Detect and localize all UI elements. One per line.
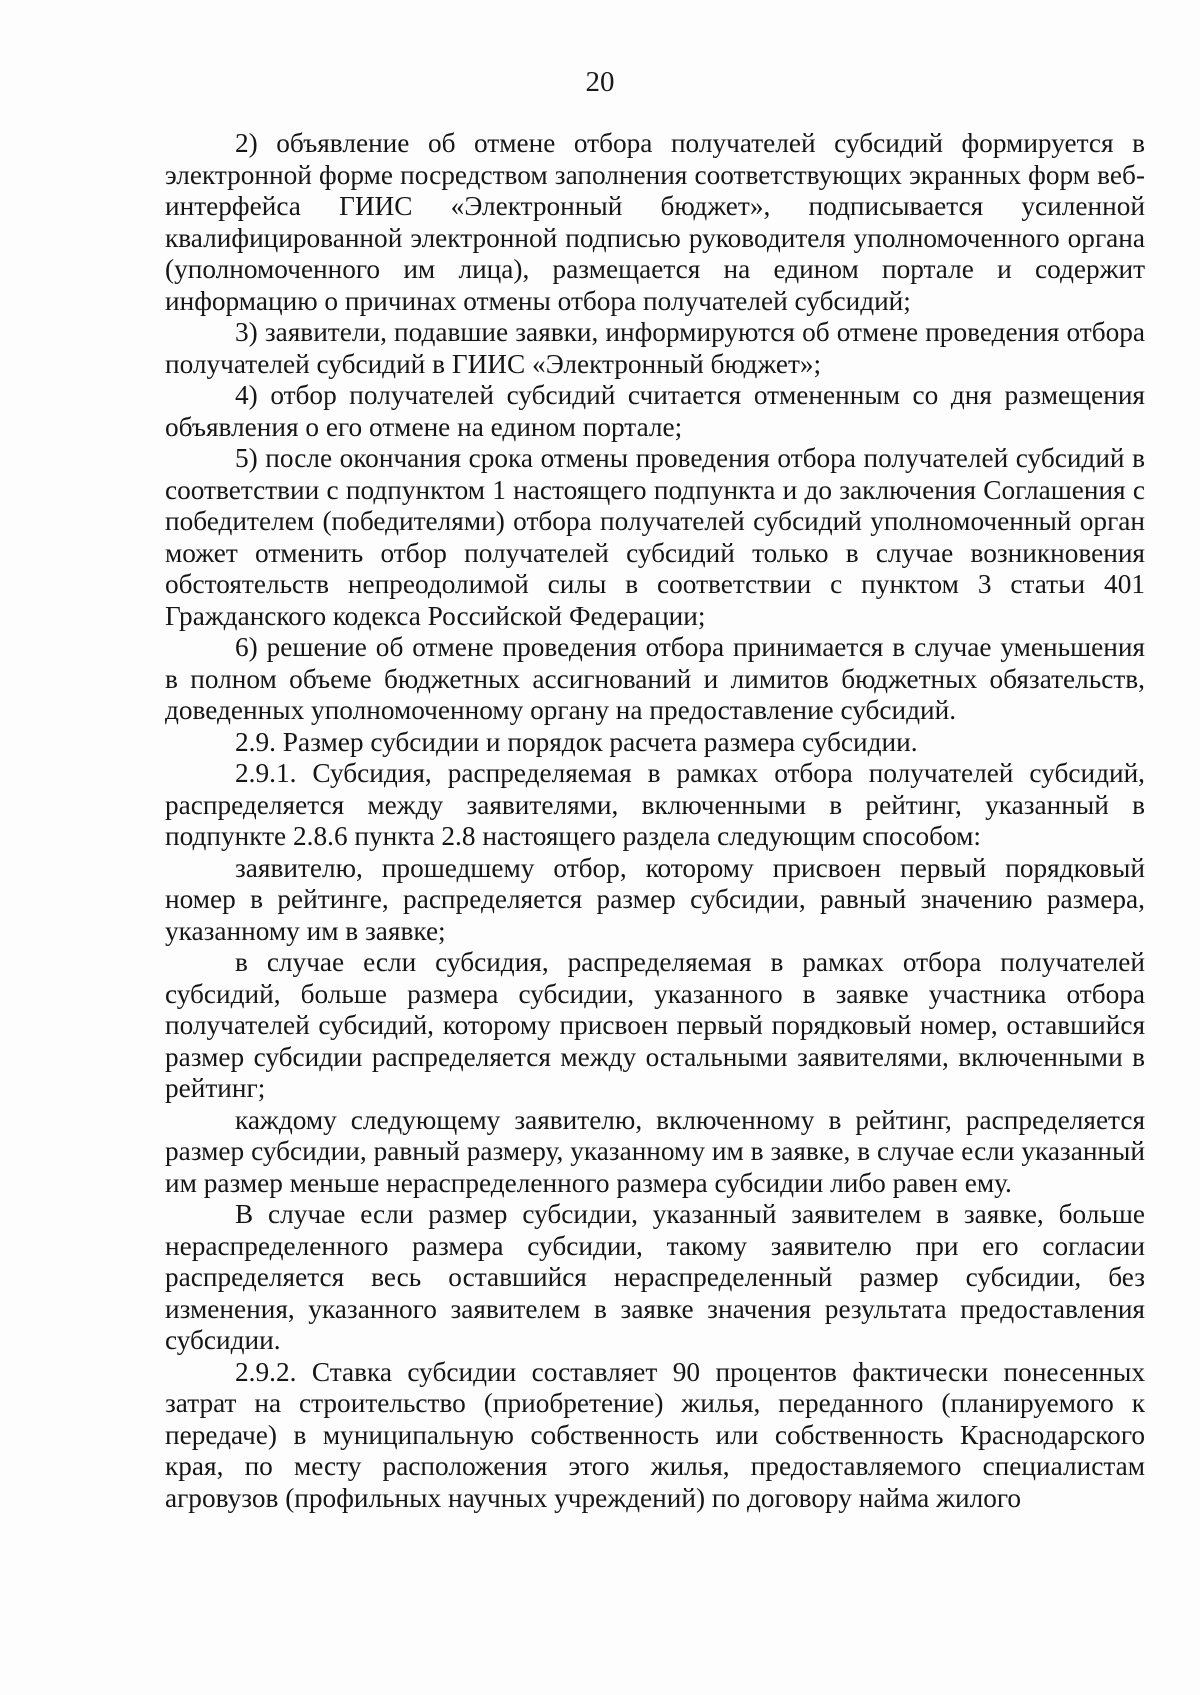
paragraph-6-cancellation-decision: 6) решение об отмене проведения отбора принимается в случае уменьшения в полном объеме бюджетных ассигнований и лимитов бюджетных обязательств, доведенных уполномоченному органу на предоставление субсидий. xyxy=(165,632,1145,725)
paragraph-3-applicants-informed: 3) заявители, подавшие заявки, информируются об отмене проведения отбора получателей субсидий в ГИИС «Электронный бюджет»; xyxy=(165,317,1145,379)
paragraph-5-force-majeure: 5) после окончания срока отмены проведения отбора получателей субсидий в соответствии с подпунктом 1 настоящего подпункта и до заключения Соглашения с победителем (победителями) отбора получателей субсидий уполномоченный орган может отменить отбор получателей субсидий только в случае возникновения обстоятельств непреодолимой силы в соответствии с пунктом 3 статьи 401 Гражданского кодекса Российской Федерации; xyxy=(165,443,1145,631)
paragraph-first-applicant: заявителю, прошедшему отбор, которому присвоен первый порядковый номер в рейтинге, распределяется размер субсидии, равный значению размера, указанному им в заявке; xyxy=(165,852,1145,946)
document-body xyxy=(165,128,1145,1514)
page-number: 20 xyxy=(585,66,615,98)
paragraph-2-9-1: 2.9.1. Субсидия, распределяемая в рамках отбора получателей субсидий, распределяется между заявителями, включенными в рейтинг, указанный в подпункте 2.8.6 пункта 2.8 настоящего раздела следующим способом: xyxy=(165,758,1145,851)
paragraph-4-selection-cancelled: 4) отбор получателей субсидий считается отмененным со дня размещения объявления о его отмене на едином портале; xyxy=(165,380,1145,442)
paragraph-2-9-2-rate: 2.9.2. Ставка субсидии составляет 90 процентов фактически понесенных затрат на строительство (приобретение) жилья, переданного (планируемого к передаче) в муниципальную собственность или собственность Краснодарского края, по месту расположения этого жилья, предоставляемого специалистам агровузов (профильных научных учреждений) по договору найма жилого xyxy=(165,1356,1145,1513)
paragraph-remaining-distribution: в случае если субсидия, распределяемая в рамках отбора получателей субсидий, больше размера субсидии, указанного в заявке участника отбора получателей субсидий, которому присвоен первый порядковый номер, оставшийся размер субсидии распределяется между остальными заявителями, включенными в рейтинг; xyxy=(165,947,1145,1103)
paragraph-exceeding-request: В случае если размер субсидии, указанный заявителем в заявке, больше нераспределенного размера субсидии, такому заявителю при его согласии распределяется весь оставшийся нераспределенный размер субсидии, без изменения, указанного заявителем в заявке значения результата предоставления субсидии. xyxy=(165,1199,1145,1355)
paragraph-each-next-applicant: каждому следующему заявителю, включенному в рейтинг, распределяется размер субсидии, равный размеру, указанному им в заявке, в случае если указанный им размер меньше нераспределенного размера субсидии либо равен ему. xyxy=(165,1104,1145,1198)
section-2-9-heading: 2.9. Размер субсидии и порядок расчета размера субсидии. xyxy=(235,726,918,757)
paragraph-2-cancel-announcement: 2) объявление об отмене отбора получателей субсидий формируется в электронной форме посредством заполнения соответствующих экранных форм веб-интерфейса ГИИС «Электронный бюджет», подписывается усиленной квалифицированной электронной подписью руководителя уполномоченного органа (уполномоченного им лица), размещается на едином портале и содержит информацию о причинах отмены отбора получателей субсидий; xyxy=(165,128,1145,316)
